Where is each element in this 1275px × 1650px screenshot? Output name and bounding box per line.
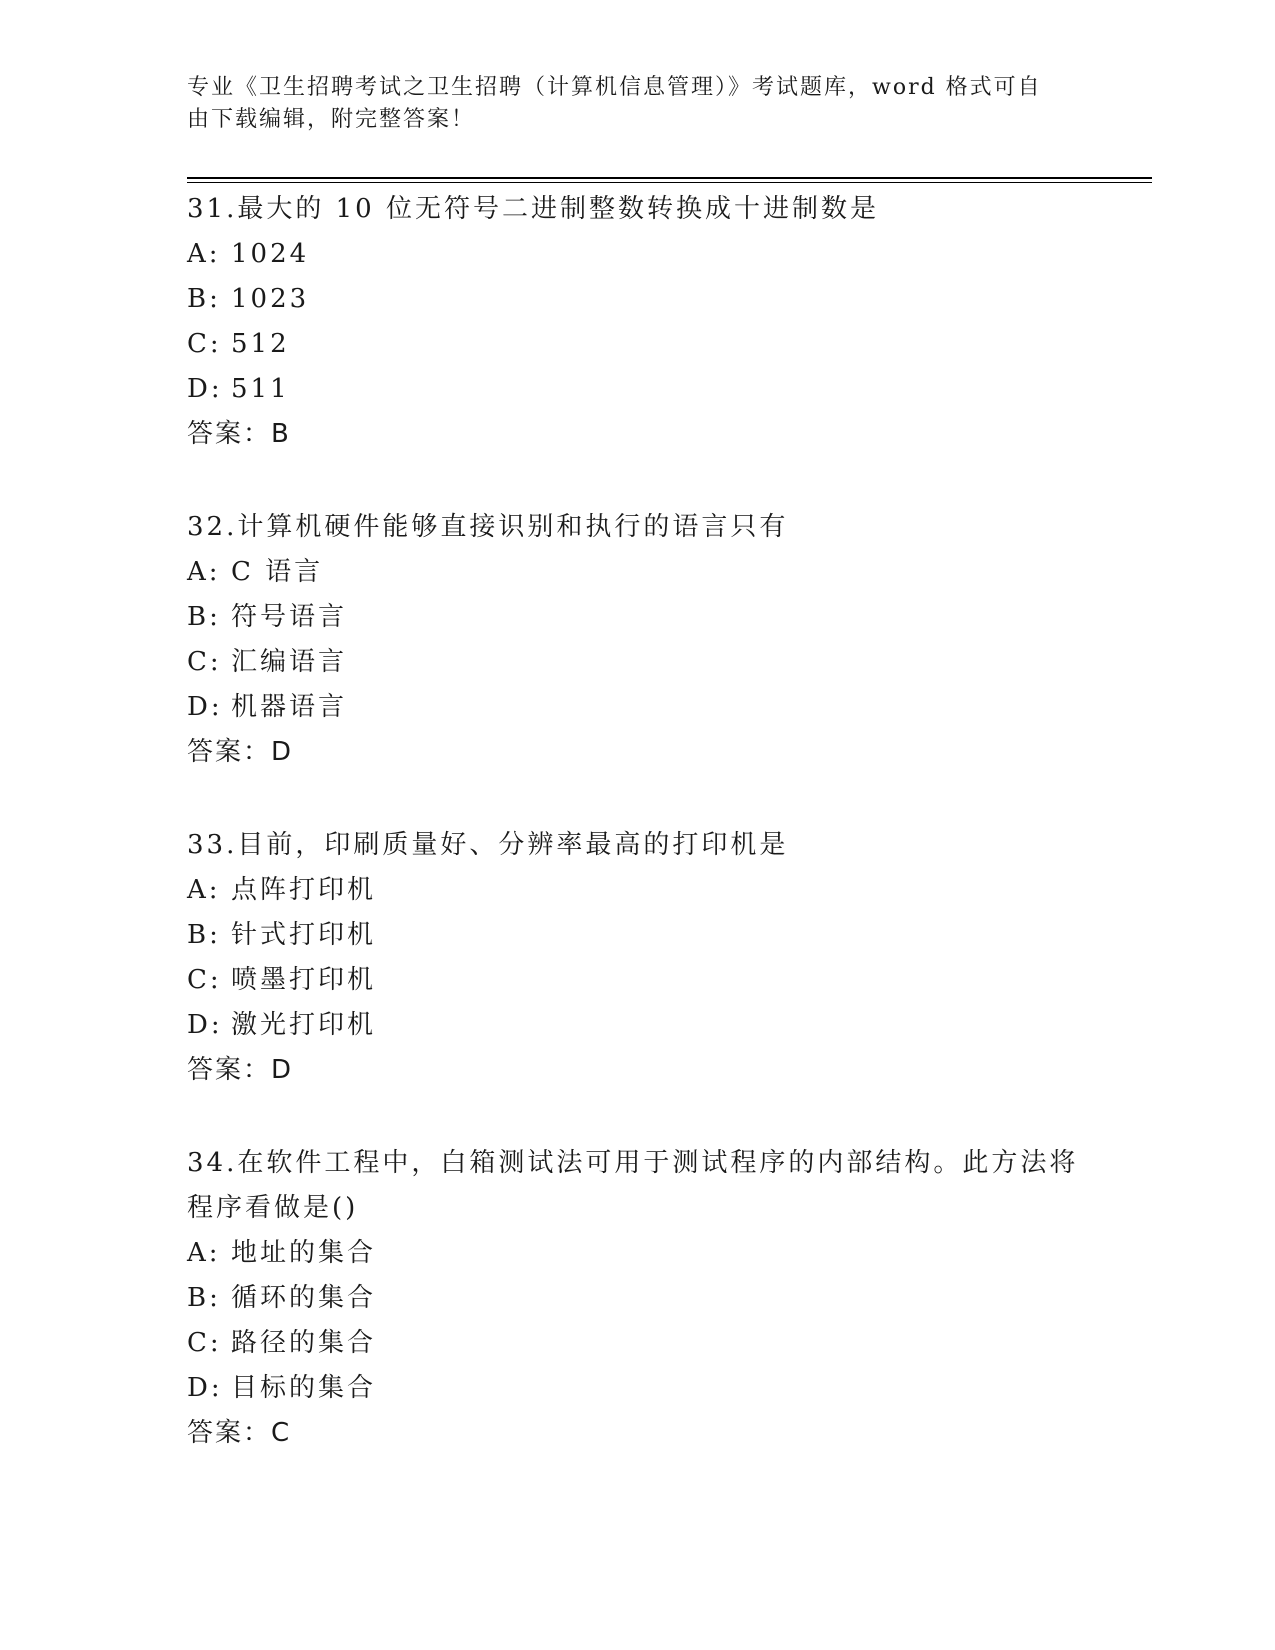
option-text: 512 — [231, 329, 290, 359]
option-text: 汇编语言 — [231, 647, 348, 677]
option-label: B: — [187, 1283, 221, 1313]
option-label: C: — [187, 329, 222, 359]
option-text: 符号语言 — [231, 602, 348, 632]
option-label: B: — [187, 920, 221, 950]
question-32 — [187, 505, 1087, 775]
question-stem: 32.计算机硬件能够直接识别和执行的语言只有 — [187, 512, 789, 542]
option-d — [187, 1366, 1087, 1411]
option-c — [187, 322, 1087, 367]
option-label: D: — [187, 1373, 223, 1403]
question-stem-continued: 程序看做是() — [187, 1193, 359, 1223]
option-a — [187, 1231, 1087, 1276]
option-text: 1024 — [231, 239, 310, 269]
option-label: A: — [187, 1238, 221, 1268]
option-d — [187, 1003, 1087, 1048]
option-a — [187, 550, 1087, 595]
option-text: 目标的集合 — [231, 1373, 377, 1403]
option-d — [187, 685, 1087, 730]
answer-line: 答案：C — [187, 1418, 292, 1448]
option-label: C: — [187, 1328, 222, 1358]
option-label: C: — [187, 647, 222, 677]
header-divider-thick — [187, 177, 1152, 179]
option-b — [187, 277, 1087, 322]
option-text: 511 — [231, 374, 290, 404]
option-label: A: — [187, 875, 221, 905]
option-label: D: — [187, 1010, 223, 1040]
option-text: 1023 — [231, 284, 310, 314]
option-a — [187, 232, 1087, 277]
option-label: D: — [187, 692, 223, 722]
answer-line: 答案：D — [187, 1055, 294, 1085]
question-stem: 33.目前，印刷质量好、分辨率最高的打印机是 — [187, 830, 789, 860]
question-33 — [187, 823, 1087, 1093]
option-text: 地址的集合 — [231, 1238, 377, 1268]
option-label: B: — [187, 284, 221, 314]
option-c — [187, 958, 1087, 1003]
option-text: 路径的集合 — [231, 1328, 377, 1358]
option-text: 循环的集合 — [231, 1283, 377, 1313]
option-a — [187, 868, 1087, 913]
option-b — [187, 913, 1087, 958]
option-b — [187, 595, 1087, 640]
option-d — [187, 367, 1087, 412]
header-line-2: 由下载编辑，附完整答案！ — [187, 107, 476, 132]
answer-line: 答案：B — [187, 419, 291, 449]
option-text: 针式打印机 — [231, 920, 377, 950]
option-label: A: — [187, 557, 221, 587]
document-header — [187, 72, 1067, 136]
header-divider-thin — [187, 182, 1152, 183]
option-b — [187, 1276, 1087, 1321]
option-text: C 语言 — [231, 557, 324, 587]
question-34 — [187, 1141, 1087, 1456]
question-31 — [187, 187, 1087, 457]
answer-line: 答案：D — [187, 737, 294, 767]
option-text: 机器语言 — [231, 692, 348, 722]
option-label: B: — [187, 602, 221, 632]
option-c — [187, 640, 1087, 685]
option-text: 激光打印机 — [231, 1010, 377, 1040]
option-c — [187, 1321, 1087, 1366]
header-line-1: 专业《卫生招聘考试之卫生招聘（计算机信息管理）》考试题库，word 格式可自 — [187, 75, 1042, 100]
question-stem: 34.在软件工程中，白箱测试法可用于测试程序的内部结构。此方法将 — [187, 1148, 1079, 1178]
option-label: D: — [187, 374, 223, 404]
option-text: 喷墨打印机 — [231, 965, 377, 995]
option-text: 点阵打印机 — [231, 875, 377, 905]
option-label: A: — [187, 239, 221, 269]
option-label: C: — [187, 965, 222, 995]
question-stem: 31.最大的 10 位无符号二进制整数转换成十进制数是 — [187, 194, 879, 224]
